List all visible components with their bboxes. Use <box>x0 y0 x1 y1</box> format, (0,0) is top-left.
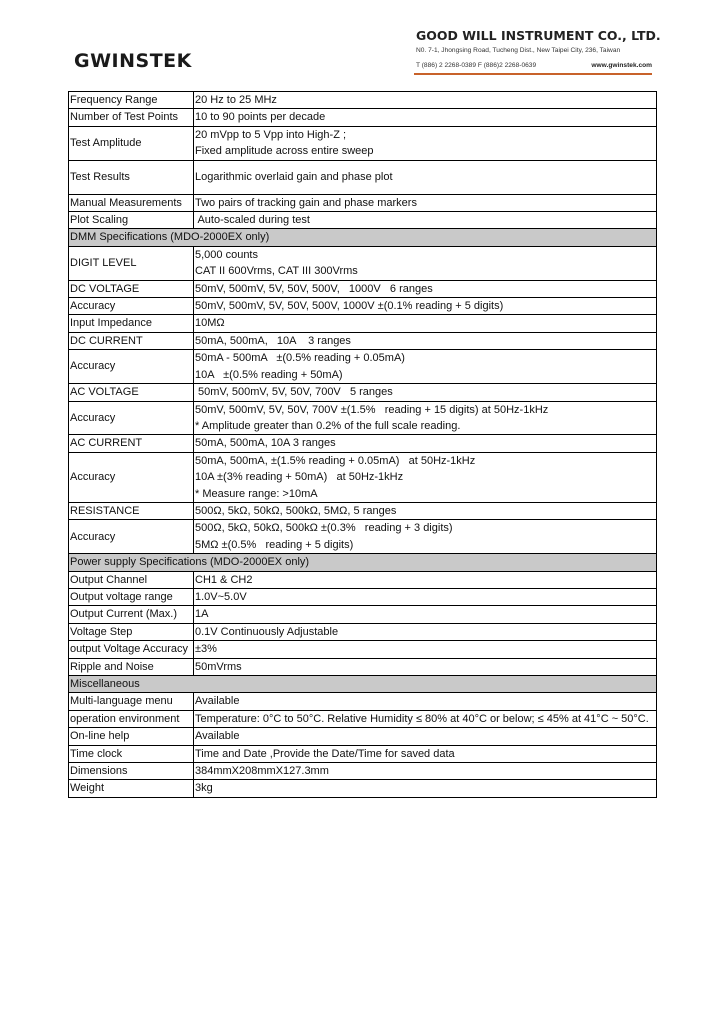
table-row <box>69 745 657 762</box>
company-address: N0. 7-1, Jhongsing Road, Tucheng Dist., New Taipei City, 236, Taiwan <box>416 47 621 54</box>
table-row <box>69 658 657 675</box>
table-row <box>69 520 657 554</box>
row-label: Accuracy <box>69 452 194 502</box>
row-value: 384mmX208mmX127.3mm <box>194 763 657 780</box>
phone-fax: T (886) 2 2268-0389 F (886)2 2268-0639 <box>416 62 537 69</box>
row-label: On-line help <box>69 728 194 745</box>
row-value: Time and Date ,Provide the Date/Time for saved data <box>194 745 657 762</box>
row-label: Time clock <box>69 745 194 762</box>
row-label: Input Impedance <box>69 315 194 332</box>
row-label: DIGIT LEVEL <box>69 246 194 280</box>
row-value: 50mA, 500mA, 10A 3 ranges <box>194 332 657 349</box>
table-row <box>69 641 657 658</box>
row-value: Auto-scaled during test <box>194 212 657 229</box>
table-row <box>69 160 657 194</box>
section-header-dmm <box>69 229 657 246</box>
table-row <box>69 350 657 384</box>
row-label: Number of Test Points <box>69 109 194 126</box>
row-label: Dimensions <box>69 763 194 780</box>
row-label: AC VOLTAGE <box>69 384 194 401</box>
row-value <box>194 246 657 280</box>
value-line: 5,000 counts <box>195 248 258 261</box>
website-link[interactable]: www.gwinstek.com <box>591 62 652 69</box>
value-line: * Measure range: >10mA <box>195 487 318 500</box>
row-value: 10 to 90 points per decade <box>194 109 657 126</box>
table-row <box>69 280 657 297</box>
row-label: AC CURRENT <box>69 435 194 452</box>
section-title: Power supply Specifications (MDO-2000EX only) <box>69 554 657 571</box>
row-value: Temperature: 0°C to 50°C. Relative Humidity ≤ 80% at 40°C or below; ≤ 45% at 41°C ~ 50°C. <box>194 710 657 727</box>
table-row <box>69 502 657 519</box>
row-label: Accuracy <box>69 401 194 435</box>
header-rule <box>414 73 652 75</box>
row-label: Frequency Range <box>69 92 194 109</box>
value-line: 50mA, 500mA, ±(1.5% reading + 0.05mA) at 50Hz-1kHz <box>195 454 476 467</box>
value-line: Fixed amplitude across entire sweep <box>195 145 374 158</box>
row-value: 0.1V Continuously Adjustable <box>194 623 657 640</box>
table-row <box>69 246 657 280</box>
row-value <box>194 350 657 384</box>
row-value <box>194 126 657 160</box>
value-line: 500Ω, 5kΩ, 50kΩ, 500kΩ ±(0.3% reading + 3 digits) <box>195 522 453 535</box>
row-label: Accuracy <box>69 520 194 554</box>
table-row <box>69 452 657 502</box>
section-title: DMM Specifications (MDO-2000EX only) <box>69 229 657 246</box>
row-label: operation environment <box>69 710 194 727</box>
value-line: * Amplitude greater than 0.2% of the full scale reading. <box>195 419 461 432</box>
row-value: 10MΩ <box>194 315 657 332</box>
table-row <box>69 212 657 229</box>
row-label: Weight <box>69 780 194 797</box>
row-label: DC CURRENT <box>69 332 194 349</box>
row-label: DC VOLTAGE <box>69 280 194 297</box>
table-row <box>69 92 657 109</box>
row-label: RESISTANCE <box>69 502 194 519</box>
value-line: 20 mVpp to 5 Vpp into High-Z ; <box>195 128 347 141</box>
row-value: 50mA, 500mA, 10A 3 ranges <box>194 435 657 452</box>
row-value: 3kg <box>194 780 657 797</box>
company-contact <box>416 62 652 69</box>
row-value <box>194 401 657 435</box>
section-title: Miscellaneous <box>69 676 657 693</box>
table-row <box>69 571 657 588</box>
table-row <box>69 401 657 435</box>
row-label: Ripple and Noise <box>69 658 194 675</box>
row-value: 50mV, 500mV, 5V, 50V, 700V 5 ranges <box>194 384 657 401</box>
table-row <box>69 588 657 605</box>
row-label: Output Channel <box>69 571 194 588</box>
row-value: Logarithmic overlaid gain and phase plot <box>194 160 657 194</box>
table-row <box>69 710 657 727</box>
table-row <box>69 435 657 452</box>
table-row <box>69 109 657 126</box>
row-value: Available <box>194 693 657 710</box>
company-name: GOOD WILL INSTRUMENT CO., LTD. <box>416 28 661 43</box>
row-value <box>194 520 657 554</box>
table-row <box>69 728 657 745</box>
gwinstek-logo: GWINSTEK <box>74 50 192 72</box>
row-value: CH1 & CH2 <box>194 571 657 588</box>
table-row <box>69 623 657 640</box>
row-value: 1A <box>194 606 657 623</box>
row-value: 50mV, 500mV, 5V, 50V, 500V, 1000V 6 ranges <box>194 280 657 297</box>
value-line: 10A ±(0.5% reading + 50mA) <box>195 368 343 381</box>
row-label: Output voltage range <box>69 588 194 605</box>
row-label: Test Amplitude <box>69 126 194 160</box>
row-value: ±3% <box>194 641 657 658</box>
table-row <box>69 332 657 349</box>
row-value: 1.0V~5.0V <box>194 588 657 605</box>
table-row <box>69 126 657 160</box>
row-label: Output Current (Max.) <box>69 606 194 623</box>
section-header-misc <box>69 676 657 693</box>
row-value: 50mV, 500mV, 5V, 50V, 500V, 1000V ±(0.1% reading + 5 digits) <box>194 298 657 315</box>
row-label: Multi-language menu <box>69 693 194 710</box>
table-row <box>69 763 657 780</box>
row-value <box>194 452 657 502</box>
row-label: Accuracy <box>69 298 194 315</box>
row-value: 500Ω, 5kΩ, 50kΩ, 500kΩ, 5MΩ, 5 ranges <box>194 502 657 519</box>
table-row <box>69 315 657 332</box>
row-label: Voltage Step <box>69 623 194 640</box>
section-header-power <box>69 554 657 571</box>
value-line: 50mV, 500mV, 5V, 50V, 700V ±(1.5% reading + 15 digits) at 50Hz-1kHz <box>195 403 549 416</box>
value-line: 50mA - 500mA ±(0.5% reading + 0.05mA) <box>195 352 405 365</box>
table-row <box>69 384 657 401</box>
row-label: Accuracy <box>69 350 194 384</box>
row-label: Manual Measurements <box>69 194 194 211</box>
value-line: 5MΩ ±(0.5% reading + 5 digits) <box>195 538 354 551</box>
page-header <box>0 0 724 86</box>
row-value: Available <box>194 728 657 745</box>
table-row <box>69 693 657 710</box>
row-label: output Voltage Accuracy <box>69 641 194 658</box>
table-row <box>69 194 657 211</box>
spec-table <box>68 91 657 798</box>
table-row <box>69 298 657 315</box>
row-label: Test Results <box>69 160 194 194</box>
value-line: CAT II 600Vrms, CAT III 300Vrms <box>195 265 358 278</box>
row-value: Two pairs of tracking gain and phase markers <box>194 194 657 211</box>
value-line: 10A ±(3% reading + 50mA) at 50Hz-1kHz <box>195 471 404 484</box>
row-value: 20 Hz to 25 MHz <box>194 92 657 109</box>
row-label: Plot Scaling <box>69 212 194 229</box>
table-row <box>69 780 657 797</box>
row-value: 50mVrms <box>194 658 657 675</box>
table-row <box>69 606 657 623</box>
